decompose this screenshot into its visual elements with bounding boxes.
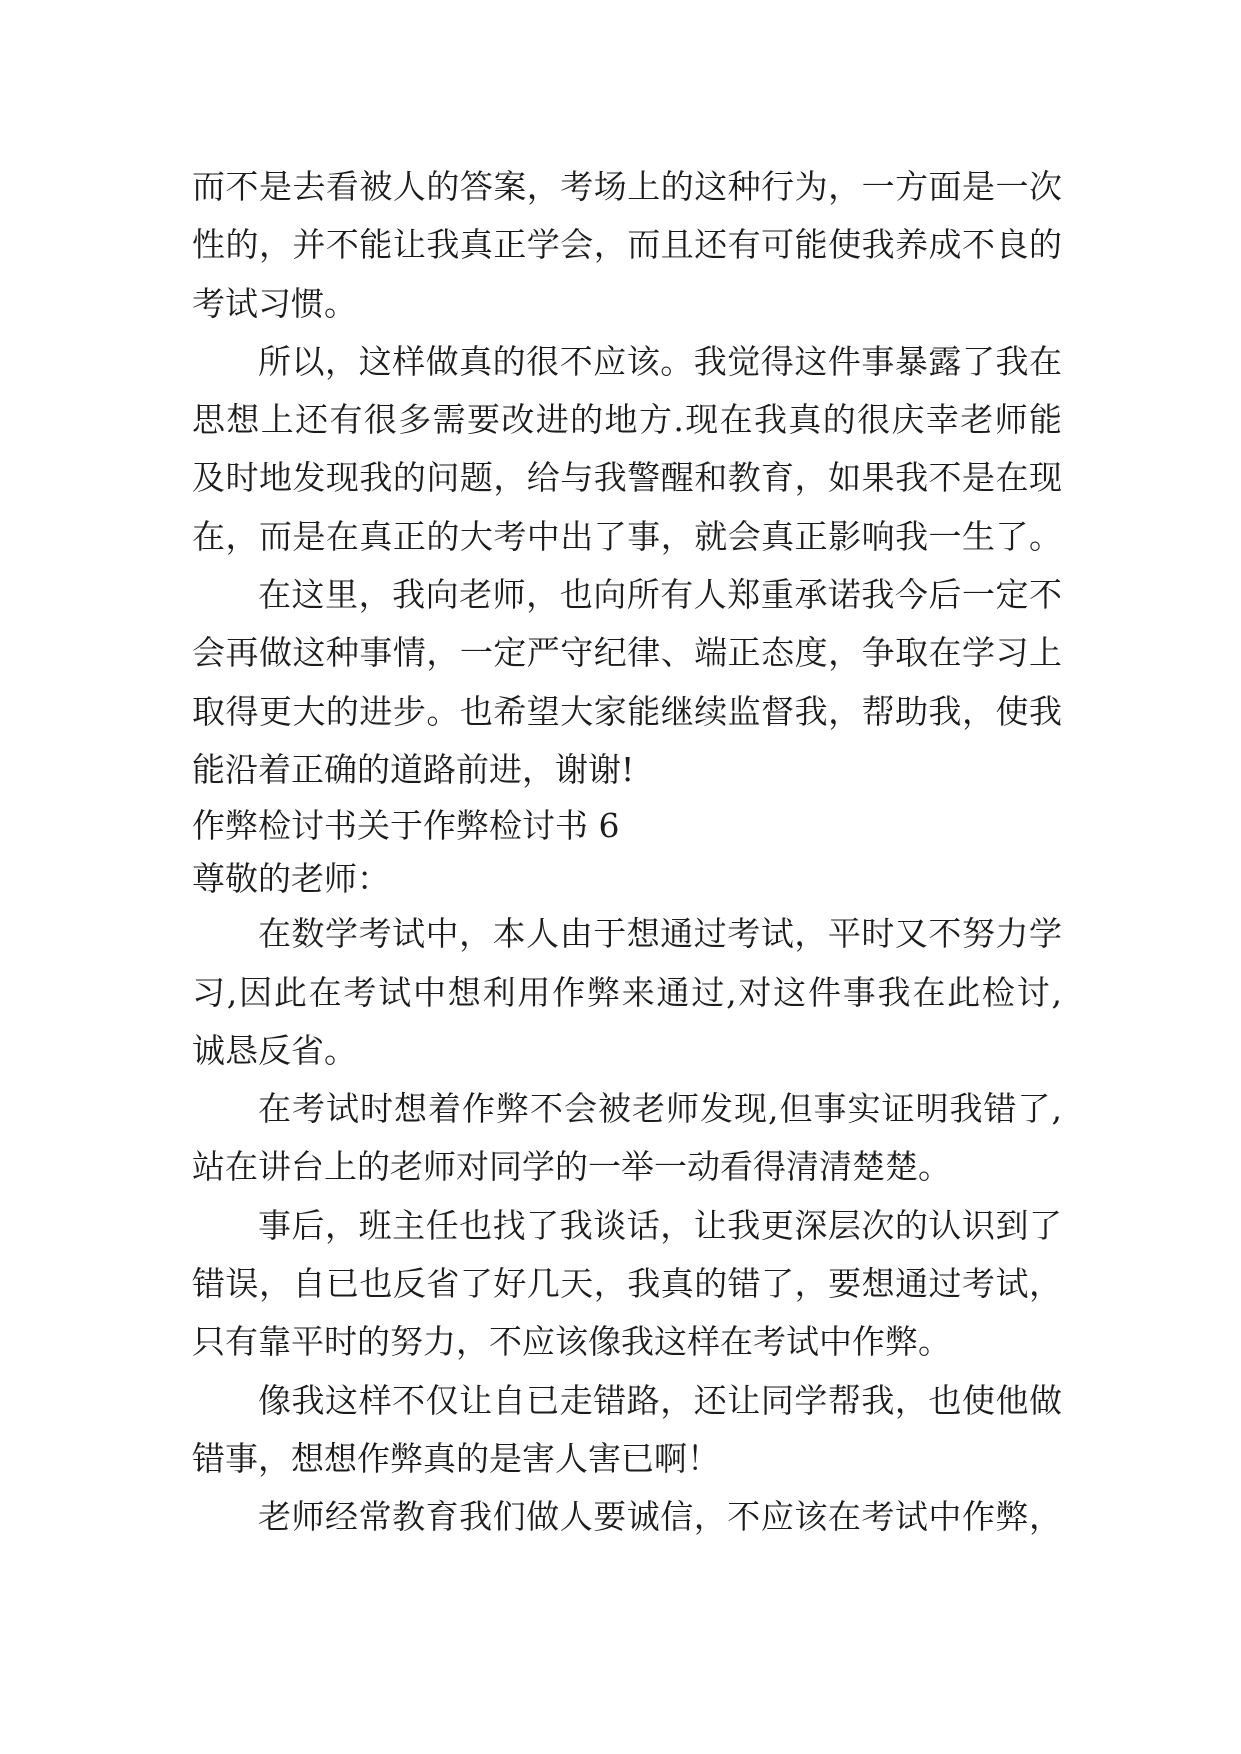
text-line: 在数学考试中，本人由于想通过考试，平时又不努力学: [258, 914, 1062, 954]
text-line: 站在讲台上的老师对同学的一举一动看得清清楚楚。: [192, 1147, 951, 1187]
text-line: 在，而是在真正的大考中出了事，就会真正影响我一生了。: [192, 516, 1062, 556]
text-line: 像我这样不仅让自已走错路，还让同学帮我，也使他做: [258, 1380, 1062, 1420]
text-line: 及时地发现我的问题，给与我警醒和教育，如果我不是在现: [192, 458, 1062, 498]
text-line: 诚恳反省。: [192, 1030, 357, 1070]
text-line: 习,因此在考试中想利用作弊来通过,对这件事我在此检讨,: [192, 972, 1062, 1012]
text-line: 能沿着正确的道路前进，谢谢!: [192, 749, 635, 789]
text-line: 老师经常教育我们做人要诚信，不应该在考试中作弊，: [258, 1497, 1062, 1537]
text-line: 思想上还有很多需要改进的地方.现在我真的很庆幸老师能: [192, 400, 1062, 440]
text-line: 错事，想想作弊真的是害人害已啊！: [192, 1438, 720, 1478]
text-line: 所以，这样做真的很不应该。我觉得这件事暴露了我在: [258, 341, 1062, 381]
text-line: 性的，并不能让我真正学会，而且还有可能使我养成不良的: [192, 225, 1062, 265]
text-line: 在这里，我向老师，也向所有人郑重承诺我今后一定不: [258, 575, 1062, 615]
text-line: 会再做这种事情，一定严守纪律、端正态度，争取在学习上: [192, 633, 1062, 673]
document-body: [192, 158, 1062, 1547]
salutation: 尊敬的老师：: [192, 859, 390, 899]
text-line: 考试习惯。: [192, 283, 357, 323]
text-line: 事后，班主任也找了我谈话，让我更深层次的认识到了: [258, 1205, 1062, 1245]
text-line: 在考试时想着作弊不会被老师发现,但事实证明我错了,: [258, 1089, 1062, 1129]
section-heading: 作弊检讨书关于作弊检讨书 6: [192, 806, 620, 846]
text-line: 而不是去看被人的答案，考场上的这种行为，一方面是一次: [192, 167, 1062, 206]
text-line: 错误，自已也反省了好几天，我真的错了，要想通过考试，: [192, 1264, 1062, 1304]
text-line: 只有靠平时的努力，不应该像我这样在考试中作弊。: [192, 1322, 951, 1362]
text-line: 取得更大的进步。也希望大家能继续监督我，帮助我，使我: [192, 691, 1062, 731]
